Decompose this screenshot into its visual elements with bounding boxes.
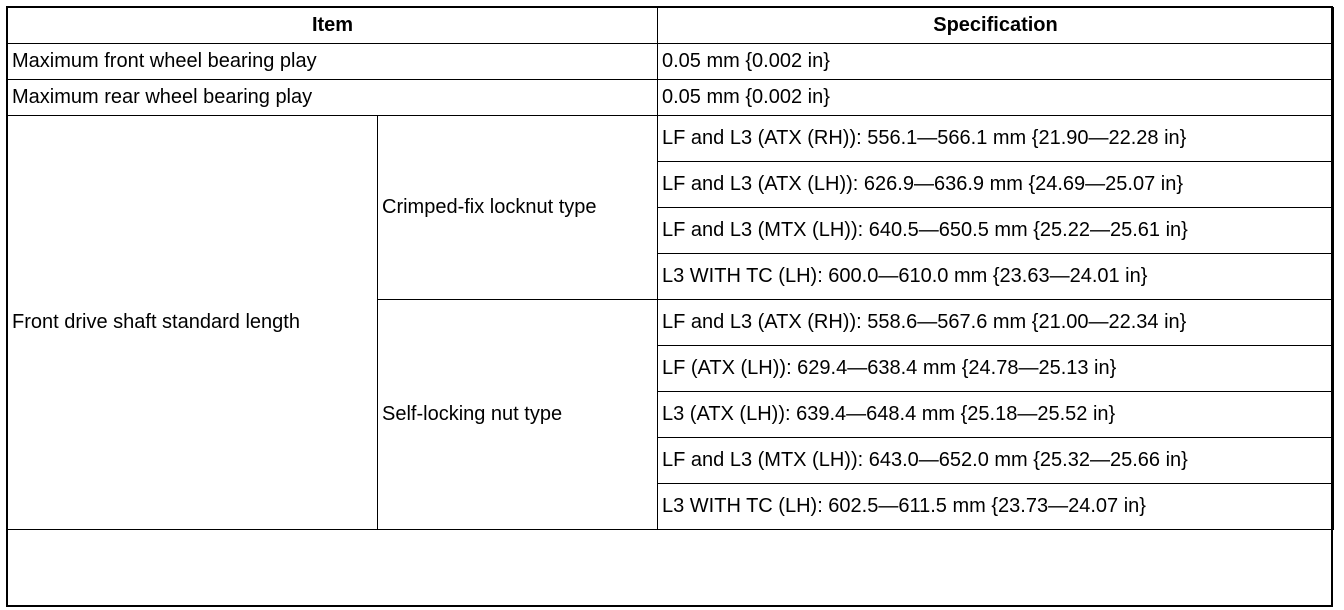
item-cell: Maximum rear wheel bearing play	[8, 80, 658, 116]
table-row	[8, 80, 1334, 116]
spec-cell: 0.05 mm {0.002 in}	[658, 44, 1334, 80]
header-specification: Specification	[658, 8, 1334, 44]
subgroup-type-cell: Self-locking nut type	[378, 300, 658, 530]
table-row	[8, 116, 1334, 162]
header-row	[8, 8, 1334, 44]
item-cell: Maximum front wheel bearing play	[8, 44, 658, 80]
table-row	[8, 44, 1334, 80]
spec-cell: L3 WITH TC (LH): 600.0—610.0 mm {23.63—24.01 in}	[658, 254, 1334, 300]
spec-cell: L3 WITH TC (LH): 602.5—611.5 mm {23.73—24.07 in}	[658, 484, 1334, 530]
spec-cell: LF and L3 (MTX (LH)): 643.0—652.0 mm {25.32—25.66 in}	[658, 438, 1334, 484]
subgroup-type-cell: Crimped-fix locknut type	[378, 116, 658, 300]
spec-cell: LF and L3 (ATX (RH)): 556.1—566.1 mm {21.90—22.28 in}	[658, 116, 1334, 162]
spec-cell: L3 (ATX (LH)): 639.4—648.4 mm {25.18—25.52 in}	[658, 392, 1334, 438]
group-item-cell: Front drive shaft standard length	[8, 116, 378, 530]
spec-cell: LF and L3 (ATX (LH)): 626.9—636.9 mm {24.69—25.07 in}	[658, 162, 1334, 208]
spec-cell: LF (ATX (LH)): 629.4—638.4 mm {24.78—25.13 in}	[658, 346, 1334, 392]
spec-cell: 0.05 mm {0.002 in}	[658, 80, 1334, 116]
spec-table	[7, 7, 1334, 530]
spec-cell: LF and L3 (MTX (LH)): 640.5—650.5 mm {25.22—25.61 in}	[658, 208, 1334, 254]
spec-cell: LF and L3 (ATX (RH)): 558.6—567.6 mm {21.00—22.34 in}	[658, 300, 1334, 346]
header-item: Item	[8, 8, 658, 44]
